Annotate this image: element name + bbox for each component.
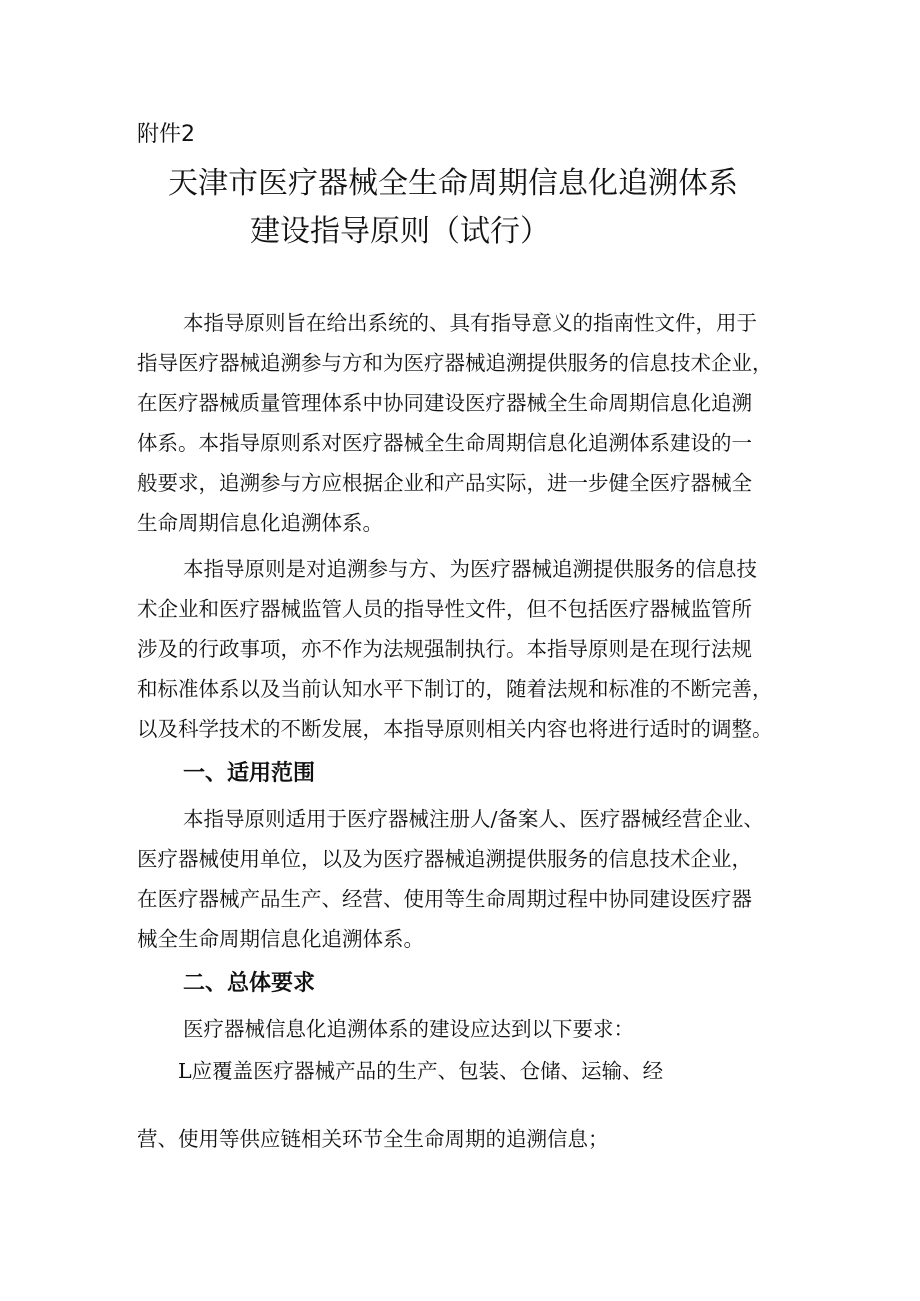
paragraph-line: 指导医疗器械追溯参与方和为医疗器械追溯提供服务的信息技术企业， (137, 351, 773, 375)
paragraph-line: 医疗器械信息化追溯体系的建设应达到以下要求： (183, 1017, 634, 1041)
paragraph-line: 以及科学技术的不断发展，本指导原则相关内容也将进行适时的调整。 (137, 717, 773, 741)
section-heading-scope: 一、适用范围 (183, 761, 316, 786)
section-heading-general: 二、总体要求 (183, 971, 316, 996)
paragraph-line: 本指导原则是对追溯参与方、为医疗器械追溯提供服务的信息技 (183, 557, 757, 581)
paragraph-line: 术企业和医疗器械监管人员的指导性文件，但不包括医疗器械监管所 (137, 597, 752, 621)
paragraph-line: 体系。本指导原则系对医疗器械全生命周期信息化追溯体系建设的一 (137, 431, 752, 455)
document-title-line1: 天津市医疗器械全生命周期信息化追溯体系 (168, 166, 738, 201)
paragraph-line: 在医疗器械质量管理体系中协同建设医疗器械全生命周期信息化追溯 (137, 391, 752, 415)
document-title-line2: 建设指导原则（试行） (250, 214, 550, 249)
paragraph-line: 医疗器械使用单位，以及为医疗器械追溯提供服务的信息技术企业， (137, 847, 752, 871)
paragraph-line: 械全生命周期信息化追溯体系。 (137, 927, 424, 951)
attachment-label: 附件2 (137, 122, 195, 147)
list-item-line: 营、使用等供应链相关环节全生命周期的追溯信息； (137, 1127, 609, 1151)
paragraph-line: 和标准体系以及当前认知水平下制订的，随着法规和标准的不断完善， (137, 677, 773, 701)
paragraph-line: 涉及的行政事项，亦不作为法规强制执行。本指导原则是在现行法规 (137, 637, 752, 661)
paragraph-line: 生命周期信息化追溯体系。 (137, 511, 383, 535)
paragraph-line: 在医疗器械产品生产、经营、使用等生命周期过程中协同建设医疗器 (137, 887, 752, 911)
list-item-line: L应覆盖医疗器械产品的生产、包装、仓储、运输、经 (178, 1059, 664, 1083)
paragraph-line: 本指导原则适用于医疗器械注册人/备案人、医疗器械经营企业、 (183, 807, 764, 831)
paragraph-line: 本指导原则旨在给出系统的、具有指导意义的指南性文件，用于 (183, 311, 757, 335)
paragraph-line: 般要求，追溯参与方应根据企业和产品实际，进一步健全医疗器械全 (137, 471, 752, 495)
